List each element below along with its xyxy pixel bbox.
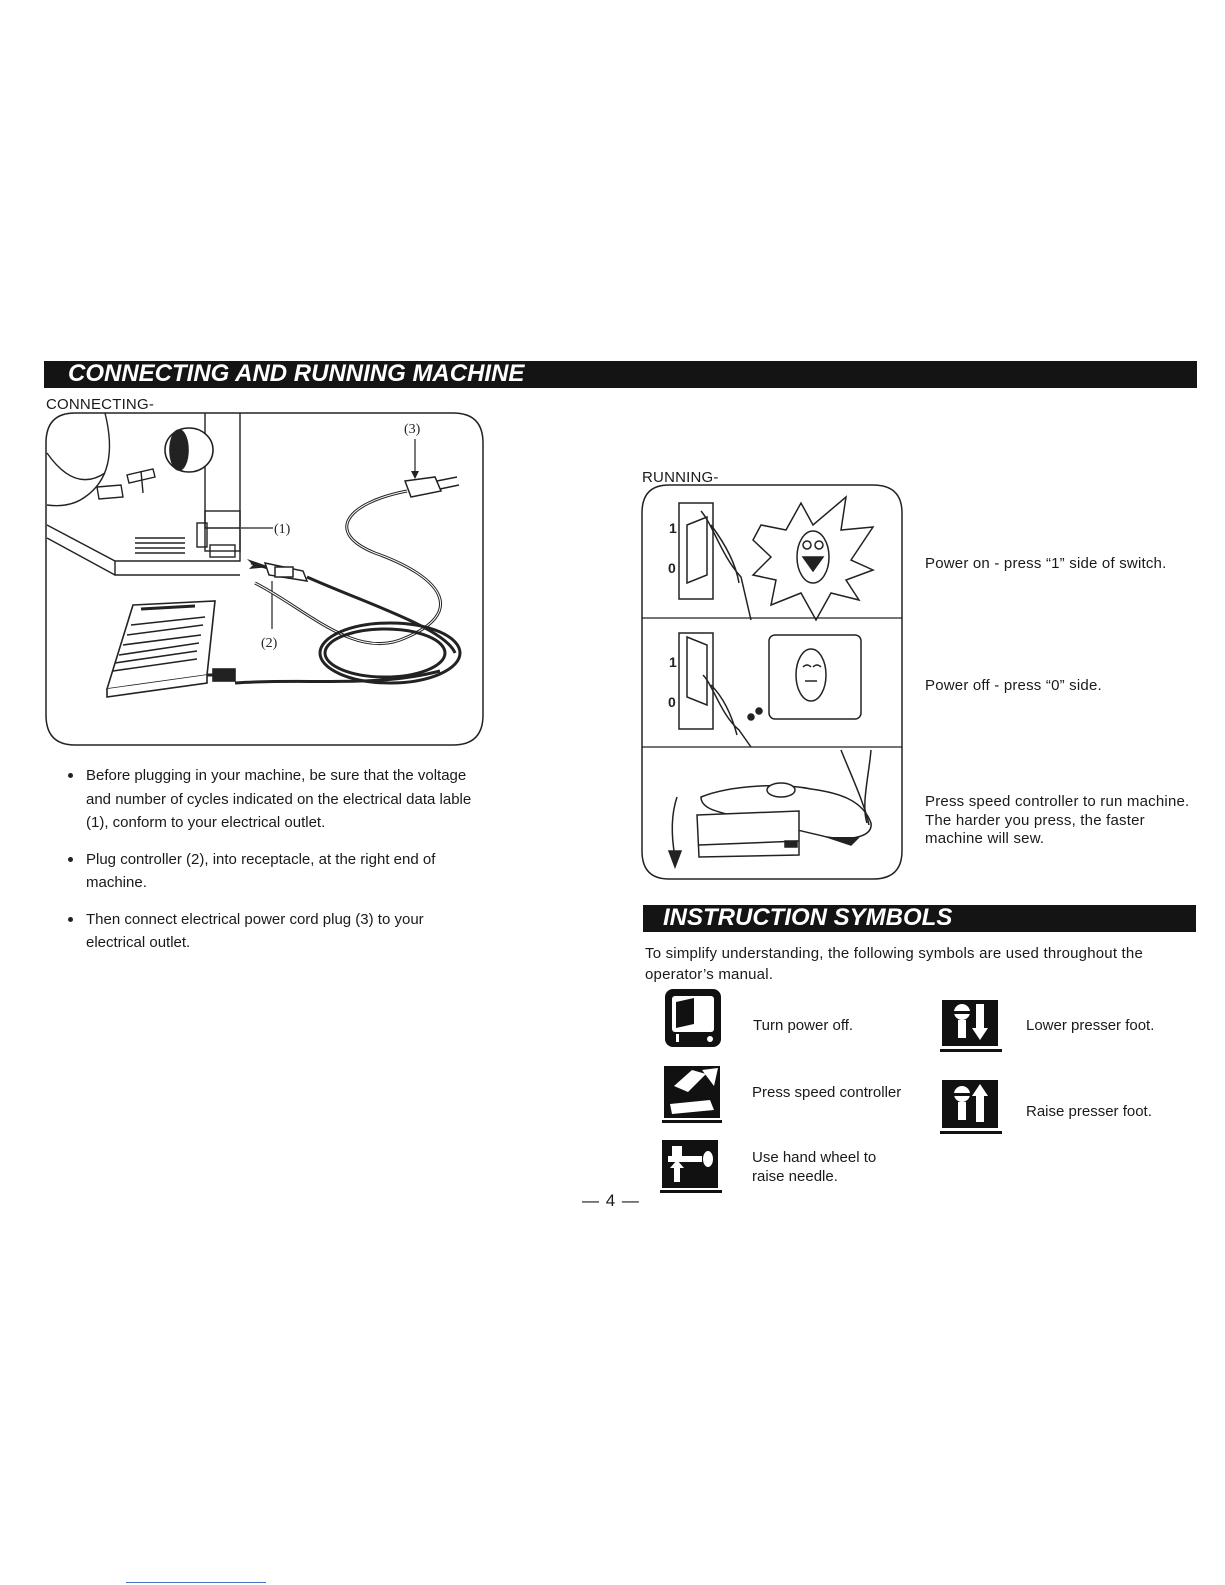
bullet-item [66, 848, 486, 895]
handwheel-drawing [165, 428, 213, 472]
main-header-title: CONNECTING AND RUNNING MACHINE [68, 360, 525, 387]
power-on-panel [679, 497, 873, 620]
sewing-machine-drawing [47, 413, 240, 575]
press-speed-controller-label: Press speed controller [752, 1084, 902, 1101]
symbols-intro-line-2: operator’s manual. [645, 966, 774, 983]
power-off-symbol-icon [664, 988, 722, 1048]
connecting-subtitle: CONNECTING- [46, 396, 155, 413]
connecting-instructions [66, 764, 486, 968]
speed-controller-symbol-icon [662, 1064, 722, 1126]
lower-presser-foot-label: Lower presser foot. [1026, 1017, 1155, 1034]
foot-controller-drawing [107, 601, 235, 697]
symbols-intro-line-1: To simplify understanding, the following symbols are used throughout the [645, 945, 1144, 962]
symbols-header-bar [643, 905, 1196, 932]
bullet-text: Before plugging in your machine, be sure that the voltage and number of cycles indicated on the electrical data lable (1), conform to your electrical outlet. [86, 767, 472, 831]
switch-label-0-off-panel: 0 [668, 694, 676, 710]
hand-wheel-label-line-1: Use hand wheel to [752, 1149, 877, 1166]
symbols-header-title: INSTRUCTION SYMBOLS [663, 904, 953, 931]
bullet-dot [68, 773, 73, 778]
controller-cord [235, 577, 460, 683]
bullet-item [66, 908, 486, 955]
lower-presser-foot-symbol-icon [940, 998, 1002, 1056]
bullet-item [66, 764, 486, 835]
spool-pin-drawing [97, 469, 155, 499]
bottom-rule [126, 1582, 266, 1583]
hand-wheel-label-line-2: raise needle. [752, 1168, 838, 1185]
hand-wheel-symbol-icon [660, 1138, 722, 1196]
switch-label-0: 0 [668, 560, 676, 576]
press-arrow [672, 797, 677, 857]
speed-text-line-3: machine will sew. [925, 830, 1045, 847]
bullet-dot [68, 917, 73, 922]
callout-3: (3) [404, 422, 421, 437]
main-header-bar [44, 361, 1197, 388]
callout-1: (1) [274, 522, 291, 537]
callout-2: (2) [261, 636, 278, 651]
speed-text-line-1: Press speed controller to run machine. [925, 793, 1190, 810]
bullet-text: Then connect electrical power cord plug (3) to your electrical outlet. [86, 910, 424, 951]
switch-label-1: 1 [669, 520, 677, 536]
speed-controller-panel [669, 750, 871, 867]
page-number: — 4 — [582, 1191, 640, 1210]
power-off-panel [679, 633, 861, 747]
controller-plug-drawing [265, 563, 307, 581]
speed-text-line-2: The harder you press, the faster [925, 812, 1145, 829]
power-on-text: Power on - press “1” side of switch. [925, 555, 1167, 572]
raise-presser-foot-symbol-icon [940, 1078, 1002, 1138]
power-off-text: Power off - press “0” side. [925, 677, 1102, 694]
raise-presser-foot-label: Raise presser foot. [1026, 1103, 1152, 1120]
turn-power-off-label: Turn power off. [753, 1017, 854, 1034]
bullet-dot [68, 857, 73, 862]
connecting-illustration [45, 413, 485, 747]
switch-label-1-off-panel: 1 [669, 654, 677, 670]
bullet-text: Plug controller (2), into receptacle, at the right end of machine. [86, 850, 436, 891]
vent-lines [135, 538, 185, 553]
wall-plug-drawing [405, 477, 459, 497]
running-subtitle: RUNNING- [642, 469, 719, 486]
running-illustration [641, 485, 905, 883]
